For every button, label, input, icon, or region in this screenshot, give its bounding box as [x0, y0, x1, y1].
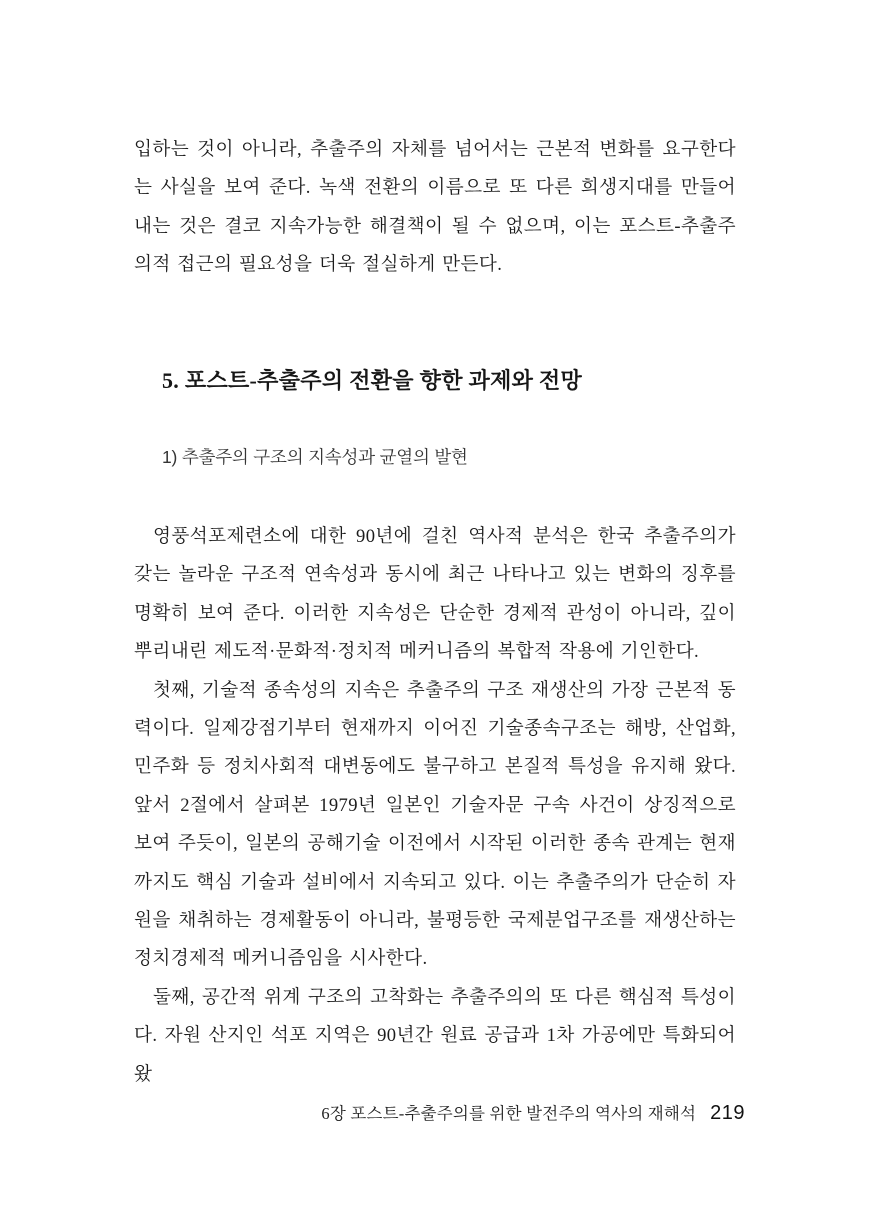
- paragraph: 영풍석포제련소에 대한 90년에 걸친 역사적 분석은 한국 추출주의가 갖는 놀라운 구조적 연속성과 동시에 최근 나타나고 있는 변화의 징후를 명확히 보여 준다. 이러한 지속성은 단순한 경제적 관성이 아니라, 깊이 뿌리내린 제도적·문화적·정치적 메커니즘의 복합적 작용에 기인한다.: [134, 526, 736, 663]
- section-heading: 5. 포스트-추출주의 전환을 향한 과제와 전망: [162, 368, 583, 393]
- page-footer: [134, 1100, 745, 1125]
- paragraph: 입하는 것이 아니라, 추출주의 자체를 넘어서는 근본적 변화를 요구한다는 사실을 보여 준다. 녹색 전환의 이름으로 또 다른 희생지대를 만들어 내는 것은 결코 지속가능한 해결책이 될 수 없으며, 이는 포스트-추출주의적 접근의 필요성을 더욱 절실하게 만든다.: [134, 139, 736, 276]
- running-title: 6장 포스트-추출주의를 위한 발전주의 역사의 재해석: [321, 1104, 697, 1123]
- page-number: 219: [710, 1102, 745, 1124]
- paragraph: 둘째, 공간적 위계 구조의 고착화는 추출주의의 또 다른 핵심적 특성이다. 자원 산지인 석포 지역은 90년간 원료 공급과 1차 가공에만 특화되어 왔: [134, 986, 736, 1085]
- body-text-block: [134, 518, 736, 1094]
- paragraph: 첫째, 기술적 종속성의 지속은 추출주의 구조 재생산의 가장 근본적 동력이다. 일제강점기부터 현재까지 이어진 기술종속구조는 해방, 산업화, 민주화 등 정치사회적 대변동에도 불구하고 본질적 특성을 유지해 왔다. 앞서 2절에서 살펴본 1979년 일본인 기술자문 구속 사건이 상징적으로 보여 주듯이, 일본의 공해기술 이전에서 시작된 이러한 종속 관계는 현재까지도 핵심 기술과 설비에서 지속되고 있다. 이는 추출주의가 단순히 자원을 채취하는 경제활동이 아니라, 불평등한 국제분업구조를 재생산하는 정치경제적 메커니즘임을 시사한다.: [134, 679, 737, 970]
- continuation-paragraph-block: [134, 131, 736, 285]
- subsection-heading: 1) 추출주의 구조의 지속성과 균열의 발현: [162, 447, 468, 467]
